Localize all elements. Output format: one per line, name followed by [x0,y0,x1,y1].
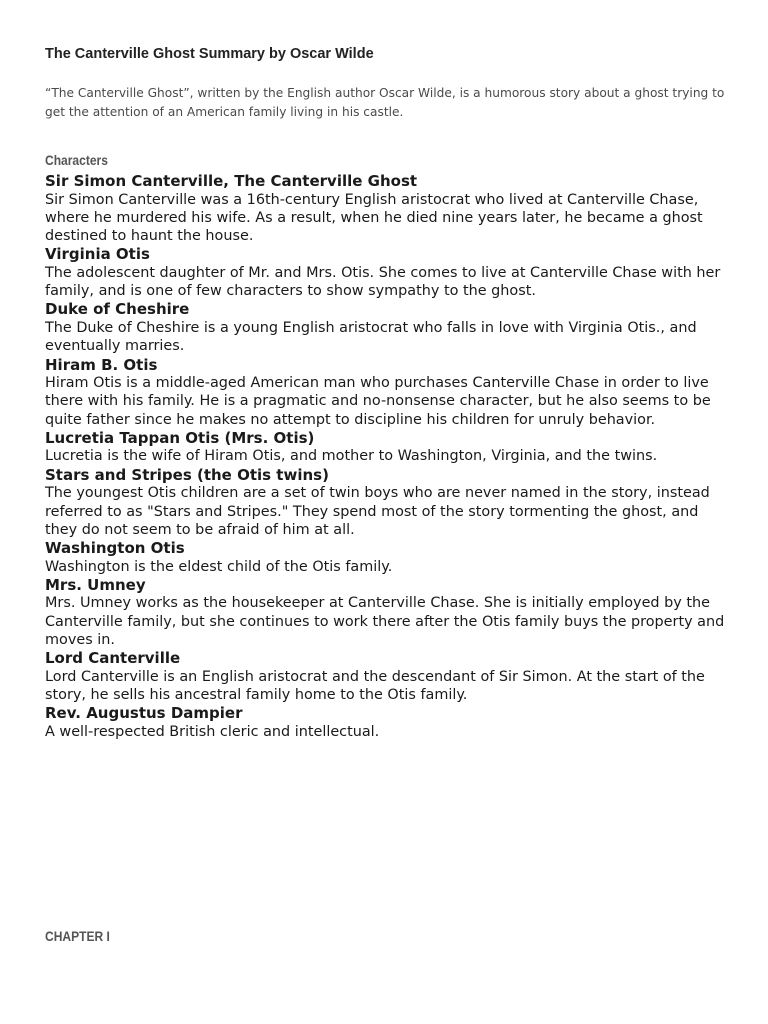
character-description: Hiram Otis is a middle-aged American man who purchases Canterville Chase in order to live there with his family. He is a pragmatic and no-nonsense character, but he also seems to be quite father since he makes no attempt to discipline his children for unruly behavior. [45,375,711,428]
document-title: The Canterville Ghost Summary by Oscar Wilde [45,46,374,62]
character-name: Rev. Augustus Dampier [45,704,243,723]
character-entry [45,429,735,466]
character-entry [45,704,735,741]
character-description: A well-respected British cleric and intellectual. [45,723,380,740]
character-entry [45,245,735,300]
character-name: Sir Simon Canterville, The Canterville Ghost [45,172,418,190]
character-name: Duke of Cheshire [45,300,190,319]
character-name: Lord Canterville [45,649,181,668]
character-entry [45,466,735,539]
chapter-heading: CHAPTER I [45,928,110,944]
character-description: The Duke of Cheshire is a young English aristocrat who falls in love with Virginia Otis., and eventually marries. [45,319,697,355]
character-entry [45,356,735,429]
character-entry [45,172,735,245]
character-description: Lord Canterville is an English aristocrat and the descendant of Sir Simon. At the start of the story, he sells his ancestral family home to the Otis family. [45,668,705,704]
character-list [45,172,735,741]
character-name: Virginia Otis [45,245,150,264]
character-name: Hiram B. Otis [45,355,158,374]
character-name: Stars and Stripes (the Otis twins) [45,465,329,484]
intro-paragraph: “The Canterville Ghost”, written by the English author Oscar Wilde, is a humorous story about a ghost trying to get the attention of an American family living in his castle. [45,86,725,119]
character-entry [45,300,735,355]
character-entry [45,539,735,576]
character-description: The youngest Otis children are a set of twin boys who are never named in the story, instead referred to as "Stars and Stripes." They spend most of the story tormenting the ghost, and they do not seem to be afraid of him at all. [45,485,710,538]
character-entry [45,576,735,649]
character-description: Mrs. Umney works as the housekeeper at Canterville Chase. She is initially employed by the Canterville family, but she continues to work there after the Otis family buys the property and moves in. [45,595,725,649]
character-description: Sir Simon Canterville was a 16th-century English aristocrat who lived at Canterville Chase, where he murdered his wife. As a result, when he died nine years later, he became a ghost destined to haunt the house. [45,191,703,245]
characters-heading: Characters [45,152,108,168]
character-description: The adolescent daughter of Mr. and Mrs. Otis. She comes to live at Canterville Chase with her family, and is one of few characters to show sympathy to the ghost. [45,264,721,300]
character-name: Mrs. Umney [45,575,146,594]
character-name: Lucretia Tappan Otis (Mrs. Otis) [45,428,315,447]
character-description: Washington is the eldest child of the Otis family. [45,558,393,575]
character-description: Lucretia is the wife of Hiram Otis, and mother to Washington, Virginia, and the twins. [45,448,658,465]
character-entry [45,649,735,704]
character-name: Washington Otis [45,539,185,558]
